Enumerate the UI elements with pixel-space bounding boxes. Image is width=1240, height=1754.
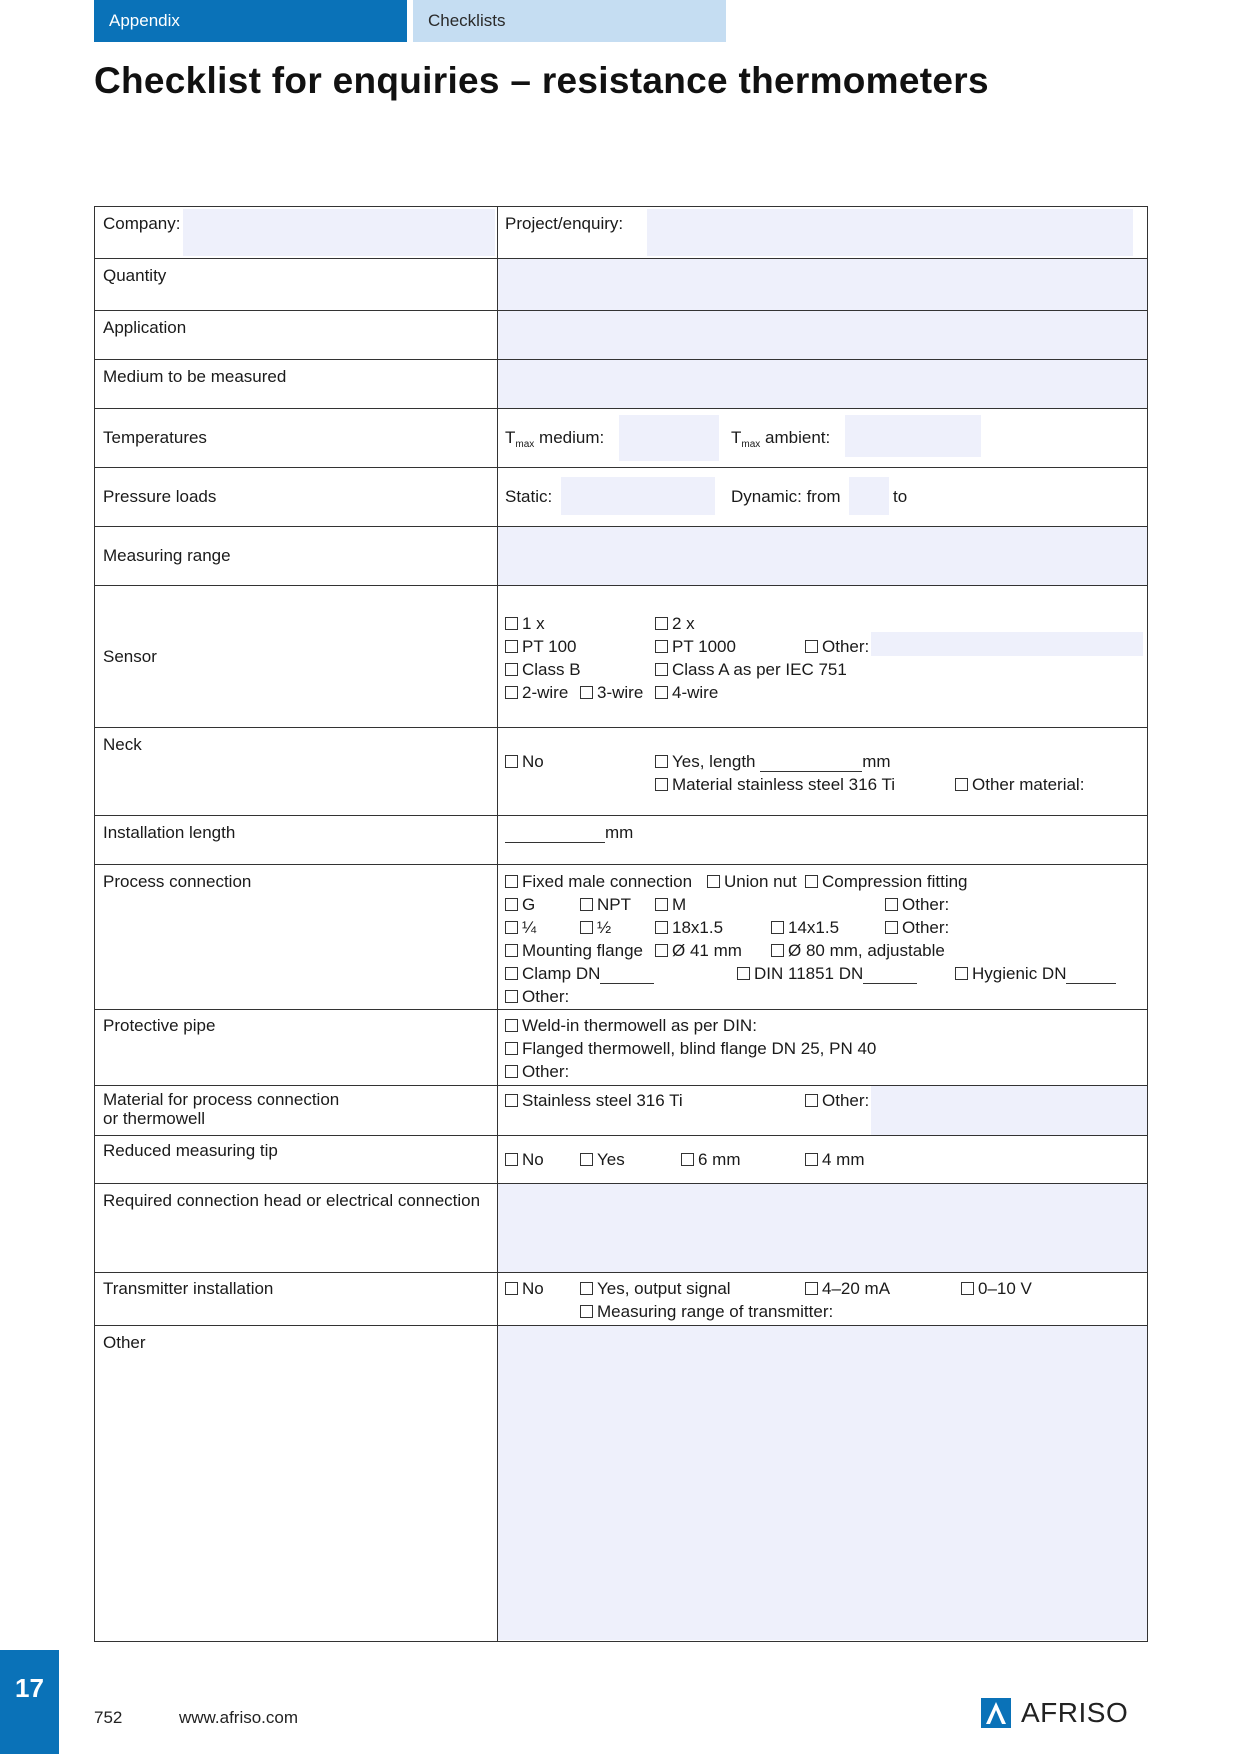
checkbox[interactable]: [805, 640, 818, 653]
medium-label: Medium to be measured: [103, 367, 287, 386]
sensor-3-wire[interactable]: 3-wire: [580, 683, 643, 703]
checkbox[interactable]: [655, 778, 668, 791]
checkbox[interactable]: [771, 944, 784, 957]
checkbox[interactable]: [805, 1153, 818, 1166]
pc-fixed-male[interactable]: Fixed male connection: [505, 872, 692, 892]
neck-label: Neck: [103, 735, 142, 754]
checkbox[interactable]: [655, 663, 668, 676]
tab-checklists[interactable]: Checklists: [413, 0, 726, 42]
pc-18x15[interactable]: 18x1.5: [655, 918, 723, 938]
checkbox[interactable]: [655, 921, 668, 934]
temperatures-label: Temperatures: [103, 428, 207, 447]
row-material: [95, 1086, 1147, 1136]
row-other: [95, 1326, 1147, 1641]
tr-measuring-range[interactable]: Measuring range of transmitter:: [580, 1302, 833, 1322]
company-field[interactable]: [183, 209, 495, 256]
static-label: Static:: [505, 487, 553, 506]
checkbox[interactable]: [885, 921, 898, 934]
row-application: [95, 311, 1147, 360]
checkbox[interactable]: [707, 875, 720, 888]
protective-pipe-label: Protective pipe: [103, 1016, 216, 1035]
material-label-1: Material for process connection: [103, 1090, 340, 1109]
material-other[interactable]: Other:: [805, 1091, 869, 1111]
pc-union-nut[interactable]: Union nut: [707, 872, 797, 892]
application-field[interactable]: [498, 311, 1147, 359]
quantity-field[interactable]: [498, 259, 1147, 310]
row-connection-head: [95, 1184, 1147, 1273]
checkbox[interactable]: [885, 898, 898, 911]
pp-flanged[interactable]: Flanged thermowell, blind flange DN 25, PN 40: [505, 1039, 876, 1059]
neck-other-material[interactable]: Other material:: [955, 775, 1084, 795]
pc-half[interactable]: ½: [580, 918, 611, 938]
pc-14x15[interactable]: 14x1.5: [771, 918, 839, 938]
other-label: Other: [103, 1333, 146, 1352]
checkbox[interactable]: [580, 686, 593, 699]
row-temperatures: [95, 409, 1147, 468]
checkbox[interactable]: [655, 898, 668, 911]
checkbox[interactable]: [655, 686, 668, 699]
logo-text: AFRISO: [1021, 1697, 1129, 1728]
checkbox[interactable]: [505, 967, 518, 980]
measuring-range-label: Measuring range: [103, 546, 231, 565]
page-number: 752: [94, 1708, 123, 1727]
page-title: Checklist for enquiries – resistance thermometers: [94, 60, 989, 101]
afriso-logo-icon: [981, 1698, 1011, 1728]
checkbox[interactable]: [505, 1042, 518, 1055]
sensor-pt100[interactable]: PT 100: [505, 637, 577, 657]
pc-npt[interactable]: NPT: [580, 895, 631, 915]
row-medium: [95, 360, 1147, 409]
sensor-2x[interactable]: 2 x: [655, 614, 695, 634]
pc-din11851[interactable]: DIN 11851 DN: [737, 964, 917, 984]
checkbox[interactable]: [505, 663, 518, 676]
sensor-2-wire[interactable]: 2-wire: [505, 683, 568, 703]
checkbox[interactable]: [505, 944, 518, 957]
row-protective-pipe: [95, 1010, 1147, 1086]
transmitter-label: Transmitter installation: [103, 1279, 274, 1298]
rt-6mm[interactable]: 6 mm: [681, 1150, 741, 1170]
row-neck: [95, 728, 1147, 816]
pc-g[interactable]: G: [505, 895, 535, 915]
tmax-medium-field[interactable]: [619, 415, 719, 461]
tmax-medium-label: $T_{max}$ medium:: [505, 428, 605, 450]
checkbox[interactable]: [655, 617, 668, 630]
project-field[interactable]: [647, 209, 1133, 256]
tmax-ambient-label: $T_{max}$ ambient:: [731, 428, 831, 450]
application-label: Application: [103, 318, 187, 337]
pp-weld-in[interactable]: Weld-in thermowell as per DIN:: [505, 1016, 757, 1036]
pc-mounting-flange[interactable]: Mounting flange: [505, 941, 643, 961]
checkbox[interactable]: [955, 967, 968, 980]
neck-material-ss[interactable]: Material stainless steel 316 Ti: [655, 775, 895, 795]
pc-m[interactable]: M: [655, 895, 686, 915]
checkbox[interactable]: [580, 898, 593, 911]
connection-head-label: Required connection head or electrical connection: [103, 1191, 481, 1210]
material-label-2: or thermowell: [103, 1109, 206, 1128]
row-quantity: [95, 259, 1147, 311]
tr-no[interactable]: No: [505, 1279, 544, 1299]
row-pressure: [95, 468, 1147, 527]
dynamic-from-field[interactable]: [849, 477, 889, 515]
checkbox[interactable]: [580, 1282, 593, 1295]
checkbox[interactable]: [505, 921, 518, 934]
sensor-1x[interactable]: 1 x: [505, 614, 545, 634]
row-installation-length: [95, 816, 1147, 865]
sensor-other-field[interactable]: [871, 632, 1143, 656]
checkbox[interactable]: [655, 755, 668, 768]
sensor-4-wire[interactable]: 4-wire: [655, 683, 718, 703]
sensor-pt1000[interactable]: PT 1000: [655, 637, 736, 657]
tr-0-10v[interactable]: 0–10 V: [961, 1279, 1032, 1299]
neck-yes-length[interactable]: Yes, length mm: [655, 752, 891, 772]
reduced-tip-label: Reduced measuring tip: [103, 1141, 278, 1160]
row-process-connection: [95, 865, 1147, 1010]
tr-yes-output[interactable]: Yes, output signal: [580, 1279, 731, 1299]
pc-clamp-dn[interactable]: Clamp DN: [505, 964, 654, 984]
sensor-label: Sensor: [103, 647, 157, 666]
checkbox[interactable]: [505, 875, 518, 888]
pp-other[interactable]: Other:: [505, 1062, 569, 1082]
pc-hygienic-dn[interactable]: Hygienic DN: [955, 964, 1116, 984]
sensor-other[interactable]: Other:: [805, 637, 869, 657]
tr-4-20ma[interactable]: 4–20 mA: [805, 1279, 890, 1299]
checkbox[interactable]: [580, 1153, 593, 1166]
checkbox[interactable]: [505, 898, 518, 911]
process-connection-label: Process connection: [103, 872, 252, 891]
measuring-range-field[interactable]: [498, 527, 1147, 585]
sensor-class-b[interactable]: Class B: [505, 660, 581, 680]
pc-d41[interactable]: Ø 41 mm: [655, 941, 742, 961]
quantity-label: Quantity: [103, 266, 167, 285]
checkbox[interactable]: [655, 640, 668, 653]
checkbox[interactable]: [505, 1282, 518, 1295]
checkbox[interactable]: [505, 686, 518, 699]
static-field[interactable]: [561, 477, 715, 515]
project-label: Project/enquiry:: [505, 214, 624, 233]
dynamic-from-label: Dynamic: from: [731, 487, 841, 506]
checkbox[interactable]: [505, 1153, 518, 1166]
checkbox[interactable]: [505, 755, 518, 768]
checkbox[interactable]: [505, 1065, 518, 1078]
checkbox[interactable]: [805, 875, 818, 888]
installation-length-field[interactable]: mm: [505, 823, 633, 843]
row-transmitter: [95, 1273, 1147, 1326]
row-company: [95, 207, 1147, 259]
checkbox[interactable]: [505, 617, 518, 630]
material-other-field[interactable]: [871, 1086, 1147, 1135]
connection-head-field[interactable]: [498, 1184, 1147, 1272]
pc-other-3[interactable]: Other:: [505, 987, 569, 1007]
row-reduced-tip: [95, 1136, 1147, 1184]
tmax-ambient-field[interactable]: [845, 415, 981, 457]
other-field[interactable]: [498, 1326, 1147, 1640]
checkbox[interactable]: [505, 640, 518, 653]
checkbox[interactable]: [805, 1094, 818, 1107]
tab-appendix[interactable]: Appendix: [94, 0, 407, 42]
checkbox[interactable]: [737, 967, 750, 980]
enquiry-form: [94, 206, 1148, 1642]
company-label: Company:: [103, 214, 181, 233]
row-measuring-range: [95, 527, 1147, 586]
pc-other-1[interactable]: Other:: [885, 895, 949, 915]
checkbox[interactable]: [805, 1282, 818, 1295]
material-ss[interactable]: Stainless steel 316 Ti: [505, 1091, 683, 1111]
checkbox[interactable]: [955, 778, 968, 791]
checkbox[interactable]: [505, 990, 518, 1003]
pc-quarter[interactable]: ¼: [505, 918, 536, 938]
checkbox[interactable]: [580, 921, 593, 934]
checkbox[interactable]: [771, 921, 784, 934]
checkbox[interactable]: [655, 944, 668, 957]
afriso-logo: [981, 1697, 1128, 1729]
checkbox[interactable]: [961, 1282, 974, 1295]
neck-no[interactable]: No: [505, 752, 544, 772]
checkbox[interactable]: [505, 1019, 518, 1032]
rt-yes[interactable]: Yes: [580, 1150, 625, 1170]
rt-no[interactable]: No: [505, 1150, 544, 1170]
installation-length-label: Installation length: [103, 823, 236, 842]
dynamic-to-label: to: [893, 487, 908, 506]
pressure-label: Pressure loads: [103, 487, 217, 506]
pc-compression[interactable]: Compression fitting: [805, 872, 968, 892]
checkbox[interactable]: [580, 1305, 593, 1318]
pc-other-2[interactable]: Other:: [885, 918, 949, 938]
sensor-class-a[interactable]: Class A as per IEC 751: [655, 660, 847, 680]
website-link[interactable]: www.afriso.com: [179, 1708, 299, 1727]
checkbox[interactable]: [681, 1153, 694, 1166]
pc-d80[interactable]: Ø 80 mm, adjustable: [771, 941, 945, 961]
checkbox[interactable]: [505, 1094, 518, 1107]
medium-field[interactable]: [498, 360, 1147, 408]
row-sensor: [95, 586, 1147, 728]
chapter-tab: 17: [0, 1650, 59, 1754]
rt-4mm[interactable]: 4 mm: [805, 1150, 865, 1170]
